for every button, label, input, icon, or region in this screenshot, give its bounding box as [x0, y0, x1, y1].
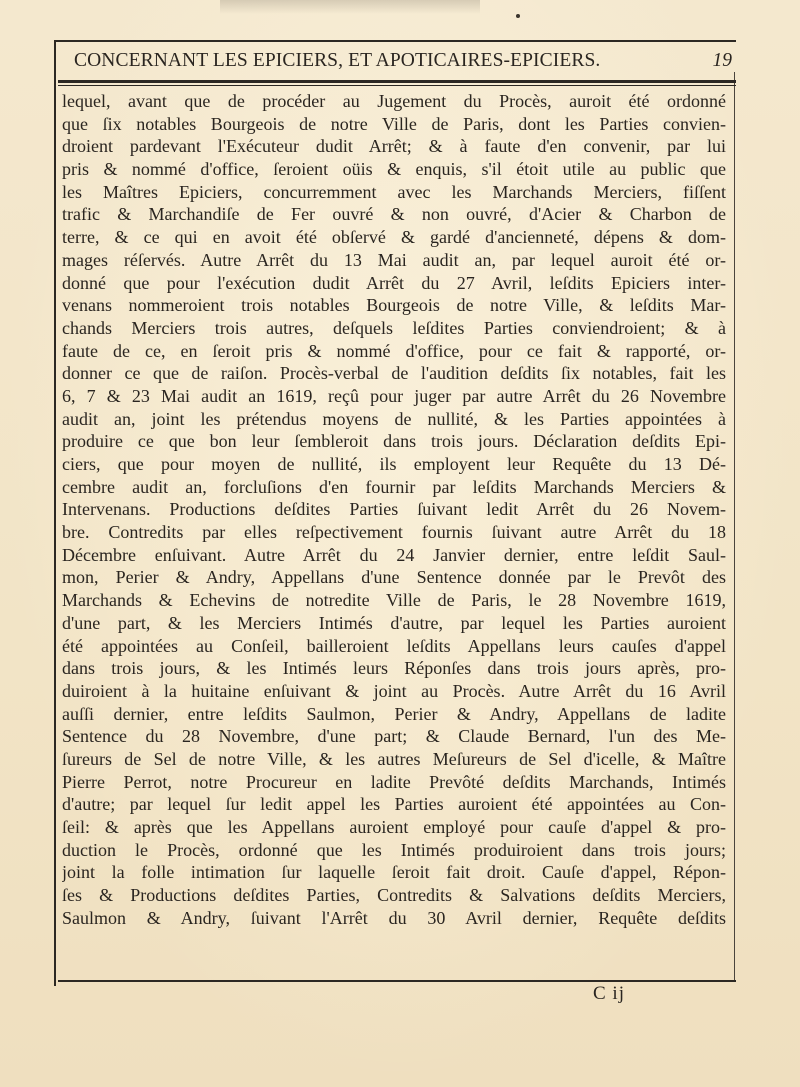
text-line: que ſix notables Bourgeois de notre Ville de Paris, dont les Parties convien-: [62, 113, 726, 134]
text-line: pris & nommé d'office, ſeroient oüis & enquis, s'il étoit utile au public que: [62, 159, 726, 180]
text-line: trafic & Marchandiſe de Fer ouvré & non ouvré, d'Acier & Charbon de: [62, 204, 726, 225]
text-line: 6, 7 & 23 Mai audit an 1619, reçû pour juger par autre Arrêt du 26 Novembre: [62, 385, 726, 406]
body-text: [62, 90, 726, 929]
text-line: dans trois jours, & les Intimés leurs Réponſes dans trois jours après, pro-: [62, 658, 726, 679]
text-line: bre. Contredits par elles reſpectivement fournis ſuivant autre Arrêt du 18: [62, 522, 726, 543]
text-line: ſes & Productions deſdites Parties, Contredits & Salvations deſdits Merciers,: [62, 885, 726, 906]
text-line: d'une part, & les Merciers Intimés d'autre, par lequel les Parties auroient: [62, 612, 726, 633]
text-line: chands Merciers trois autres, deſquels leſdites Parties conviendroient; & à: [62, 317, 726, 338]
text-line: audit an, joint les prétendus moyens de nullité, & les Parties appointées à: [62, 408, 726, 429]
text-line: duiroient à la huitaine enſuivant & joint au Procès. Autre Arrêt du 16 Avril: [62, 680, 726, 701]
text-line: d'autre; par lequel ſur ledit appel les Parties auroient été appointées au Con-: [62, 794, 726, 815]
text-line: Intervenans. Productions deſdites Parties ſuivant ledit Arrêt du 26 Novem-: [62, 499, 726, 520]
text-line: donner ce que de raiſon. Procès-verbal de l'audition deſdits ſix notables, fait les: [62, 363, 726, 384]
header-rule-thin: [58, 85, 736, 86]
page-number: 19: [712, 50, 732, 71]
text-line: droient pardevant l'Exécuteur dudit Arrêt; & à faute d'en convenir, par lui: [62, 136, 726, 157]
text-line: faute de ce, en ſeroit pris & nommé d'office, pour ce fait & rapporté, or-: [62, 340, 726, 361]
text-line: auſſi dernier, entre leſdits Saulmon, Perier & Andry, Appellans de ladite: [62, 703, 726, 724]
text-line: Sentence du 28 Novembre, d'une part; & Claude Bernard, l'un des Me-: [62, 726, 726, 747]
text-line: Décembre enſuivant. Autre Arrêt du 24 Janvier dernier, entre leſdit Saul-: [62, 544, 726, 565]
frame-top-rule: [54, 40, 736, 42]
text-line: joint la folle intimation ſur laquelle ſeroit fait droit. Cauſe d'appel, Répon-: [62, 862, 726, 883]
signature-mark: C ij: [593, 983, 625, 1004]
text-line: mages réſervés. Autre Arrêt du 13 Mai audit an, par lequel auroit été or-: [62, 249, 726, 270]
text-line: les Maîtres Epiciers, concurremment avec les Marchands Merciers, fiſſent: [62, 181, 726, 202]
text-line: été appointées au Conſeil, bailleroient leſdits Appellans leurs cauſes d'appel: [62, 635, 726, 656]
text-line: ſeil: & après que les Appellans auroient employé pour cauſe d'appel & pro-: [62, 817, 726, 837]
text-line: lequel, avant que de procéder au Jugement du Procès, auroit été ordonné: [62, 91, 726, 111]
header-rule-thick: [58, 80, 736, 83]
running-header: [62, 50, 734, 78]
paper-stain: [220, 0, 480, 14]
ink-mark: [516, 14, 520, 18]
text-line: produire ce que bon leur ſembleroit dans trois jours. Déclaration deſdits Epi-: [62, 431, 726, 452]
text-line: Pierre Perrot, notre Procureur en ladite Prevôté deſdits Marchands, Intimés: [62, 771, 726, 792]
text-line: mon, Perier & Andry, Appellans d'une Sentence donnée par le Prevôt des: [62, 567, 726, 588]
text-line: duction le Procès, ordonné que les Intimés produiroient dans trois jours;: [62, 839, 726, 860]
footer-rule: [58, 980, 736, 982]
running-title: CONCERNANT LES EPICIERS, ET APOTICAIRES-EPICIERS.: [74, 50, 601, 71]
text-line: Saulmon & Andry, ſuivant l'Arrêt du 30 Avril dernier, Requête deſdits: [62, 907, 726, 928]
text-line: ciers, que pour moyen de nullité, ils employent leur Requête du 13 Dé-: [62, 454, 726, 474]
frame-right-rule: [734, 72, 735, 982]
text-line: cembre audit an, forcluſions d'en fournir par leſdits Marchands Merciers &: [62, 476, 726, 497]
text-line: terre, & ce qui en avoit été obſervé & gardé d'ancienneté, dépens & dom-: [62, 227, 726, 248]
frame-left-rule: [54, 40, 56, 986]
text-line: Marchands & Echevins de notredite Ville de Paris, le 28 Novembre 1619,: [62, 590, 726, 611]
text-line: ſureurs de Sel de notre Ville, & les autres Meſureurs de Sel d'icelle, & Maître: [62, 748, 726, 769]
text-line: venans nommeroient trois notables Bourgeois de notre Ville, & leſdits Mar-: [62, 295, 726, 316]
text-line: donné que pour l'exécution dudit Arrêt du 27 Avril, leſdits Epiciers inter-: [62, 272, 726, 293]
